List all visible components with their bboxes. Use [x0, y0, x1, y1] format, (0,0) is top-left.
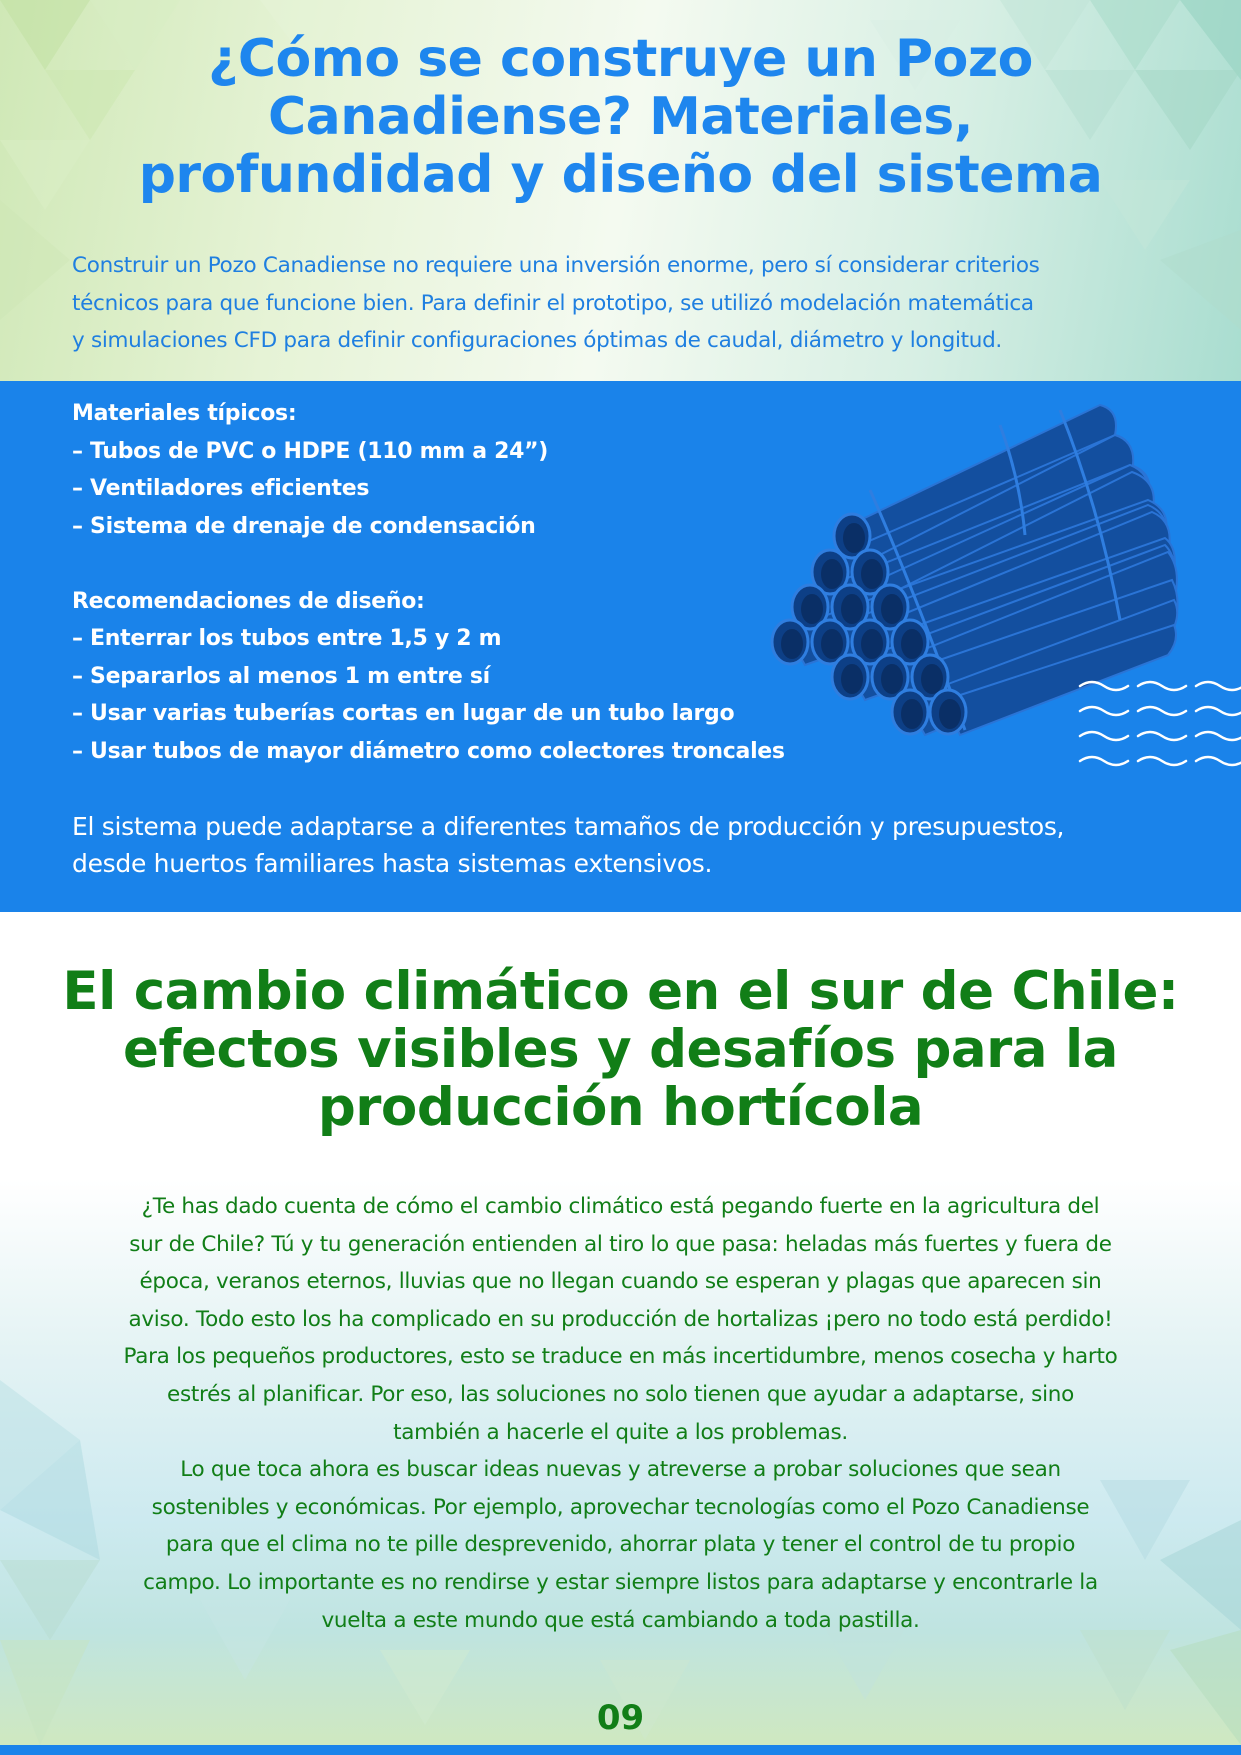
title-line: ¿Cómo se construye un Pozo: [208, 29, 1033, 89]
design-item: – Separarlos al menos 1 m entre sí: [72, 663, 490, 689]
waves-icon: [1075, 678, 1241, 770]
body-line: campo. Lo importante es no rendirse y estar siempre listos para adaptarse y encontrarle la: [143, 1569, 1098, 1595]
section-body: [40, 1188, 1201, 1639]
closing-paragraph: [72, 808, 1182, 882]
body-line: estrés al planificar. Por eso, las soluciones no solo tienen que ayudar a adaptarse, sino: [167, 1381, 1074, 1407]
materials-heading: Materiales típicos:: [72, 401, 297, 426]
design-item: – Usar tubos de mayor diámetro como colectores troncales: [72, 738, 785, 764]
body-line: Para los pequeños productores, esto se traduce en más incertidumbre, menos cosecha y harto: [123, 1344, 1118, 1370]
intro-paragraph: [72, 247, 1182, 360]
specs-list: [72, 395, 832, 770]
body-line: Lo que toca ahora es buscar ideas nuevas y atreverse a probar soluciones que sean: [180, 1457, 1061, 1483]
intro-line: y simulaciones CFD para definir configuraciones óptimas de caudal, diámetro y longitud.: [72, 328, 1002, 353]
body-line: para que el clima no te pille desprevenido, ahorrar plata y tener el control de tu propio: [165, 1532, 1076, 1558]
page-title: [80, 30, 1161, 204]
body-line: aviso. Todo esto los ha complicado en su producción de hortalizas ¡pero no todo está perdido!: [128, 1306, 1113, 1332]
design-item: – Enterrar los tubos entre 1,5 y 2 m: [72, 626, 502, 651]
body-line: vuelta a este mundo que está cambiando a toda pastilla.: [321, 1607, 920, 1633]
materials-item: – Sistema de drenaje de condensación: [72, 513, 536, 539]
section-title-line: El cambio climático en el sur de Chile:: [62, 961, 1179, 1022]
page-number: 09: [596, 1698, 645, 1738]
section-title-line: efectos visibles y desafíos para la: [123, 1019, 1118, 1080]
bottom-bar: [0, 1745, 1241, 1755]
body-line: sostenibles y económicas. Por ejemplo, aprovechar tecnologías como el Pozo Canadiense: [151, 1494, 1090, 1520]
title-line: Canadiense? Materiales,: [268, 87, 973, 147]
body-line: ¿Te has dado cuenta de cómo el cambio climático está pegando fuerte en la agricultura del: [141, 1194, 1100, 1219]
materials-item: – Tubos de PVC o HDPE (110 mm a 24”): [72, 438, 549, 464]
intro-line: técnicos para que funcione bien. Para definir el prototipo, se utilizó modelación matemática: [72, 290, 1034, 316]
body-line: sur de Chile? Tú y tu generación entienden al tiro lo que pasa: heladas más fuertes y fuera de: [129, 1231, 1112, 1257]
spacer: [72, 545, 832, 583]
materials-item: – Ventiladores eficientes: [72, 476, 370, 501]
closing-line: El sistema puede adaptarse a diferentes tamaños de producción y presupuestos,: [72, 812, 1065, 841]
body-line: también a hacerle el quite a los problemas.: [393, 1419, 848, 1445]
body-line: época, veranos eternos, lluvias que no llegan cuando se esperan y plagas que aparecen sin: [139, 1269, 1102, 1295]
section-title-line: producción hortícola: [317, 1077, 924, 1138]
title-line: profundidad y diseño del sistema: [138, 145, 1103, 205]
closing-line: desde huertos familiares hasta sistemas extensivos.: [72, 849, 713, 878]
design-heading: Recomendaciones de diseño:: [72, 588, 425, 614]
intro-line: Construir un Pozo Canadiense no requiere una inversión enorme, pero sí considerar criterios: [72, 253, 1040, 278]
section-title: [40, 963, 1201, 1137]
design-item: – Usar varias tuberías cortas en lugar de un tubo largo: [72, 701, 735, 726]
